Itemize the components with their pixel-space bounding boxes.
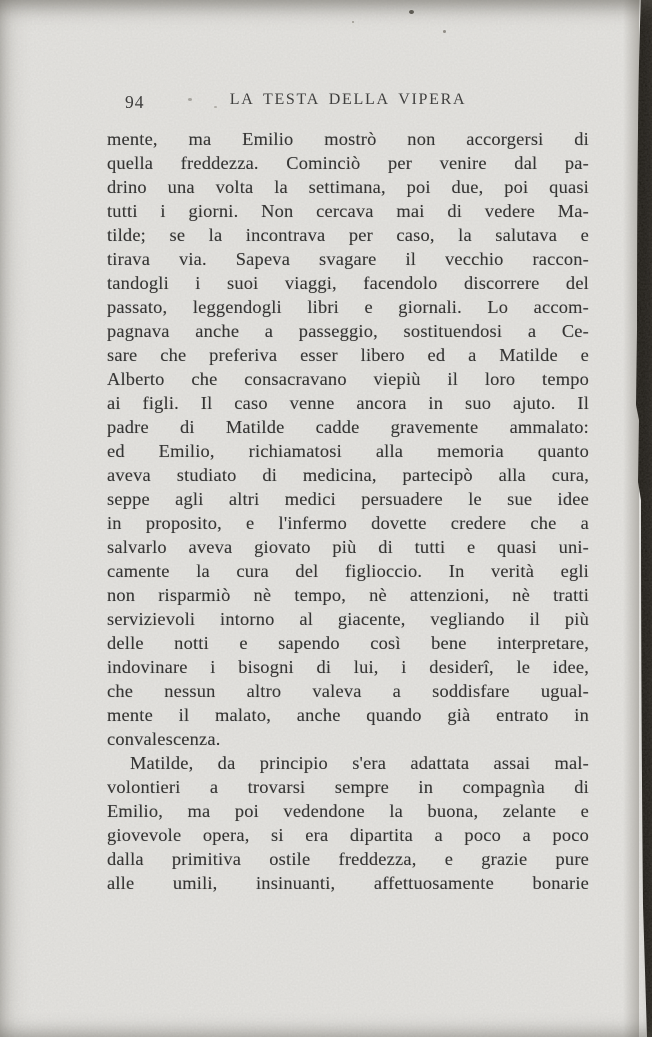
text-line: mente, ma Emilio mostrò non accorgersi di (107, 129, 589, 149)
text-line: drino una volta la settimana, poi due, poi quasi (107, 177, 589, 197)
text-line: mente il malato, anche quando già entrato in (107, 705, 589, 725)
text-line: aveva studiato di medicina, partecipò alla cura, (107, 465, 589, 485)
body-text-block (107, 127, 589, 895)
text-line: pagnava anche a passeggio, sostituendosi a Ce- (107, 321, 589, 341)
text-line: non risparmiò nè tempo, nè attenzioni, nè tratti (107, 585, 589, 605)
text-line: salvarlo aveva giovato più di tutti e quasi uni- (107, 537, 589, 557)
text-line: ed Emilio, richiamatosi alla memoria quanto (107, 441, 589, 461)
paper-speck (409, 10, 414, 14)
text-line: che nessun altro valeva a soddisfare ugual- (107, 681, 589, 701)
text-line: tutti i giorni. Non cercava mai di vedere Ma- (107, 201, 589, 221)
text-line: ai figli. Il caso venne ancora in suo ajuto. Il (107, 393, 589, 413)
edge-shadow (623, 0, 639, 1037)
text-line: Alberto che consacravano viepiù il loro tempo (107, 369, 589, 389)
paper-speck (352, 21, 354, 23)
text-line: servizievoli intorno al giacente, vegliando il più (107, 609, 589, 629)
text-line: quella freddezza. Cominciò per venire dal pa- (107, 153, 589, 173)
text-line: giovevole opera, si era dipartita a poco a poco (107, 825, 589, 845)
text-line: Emilio, ma poi vedendone la buona, zelante e (107, 801, 589, 821)
page-header (107, 91, 589, 115)
text-line: tirava via. Sapeva svagare il vecchio raccon- (107, 249, 589, 269)
text-line: camente la cura del figlioccio. In verità egli (107, 561, 589, 581)
text-line: seppe agli altri medici persuadere le sue idee (107, 489, 589, 509)
page-number: 94 (125, 92, 145, 112)
running-title: LA TESTA DELLA VIPERA (229, 91, 467, 108)
text-line-paragraph-end: convalescenza. (107, 729, 221, 749)
text-line: delle notti e sapendo così bene interpretare, (107, 633, 589, 653)
text-line: tandogli i suoi viaggi, facendolo discorrere del (107, 273, 589, 293)
text-line: padre di Matilde cadde gravemente ammalato: (107, 417, 589, 437)
text-line: alle umili, insinuanti, affettuosamente bonarie (107, 873, 589, 893)
text-line: tilde; se la incontrava per caso, la salutava e (107, 225, 589, 245)
paper-speck (443, 30, 446, 33)
text-line: indovinare i bisogni di lui, i desiderî, le idee, (107, 657, 589, 677)
text-line: volontieri a trovarsi sempre in compagnìa di (107, 777, 589, 797)
text-line: sare che preferiva esser libero ed a Matilde e (107, 345, 589, 365)
text-line: passato, leggendogli libri e giornali. Lo accom- (107, 297, 589, 317)
text-line-paragraph-start: Matilde, da principio s'era adattata assai mal- (130, 753, 589, 773)
text-line: in proposito, e l'infermo dovette credere che a (107, 513, 589, 533)
text-line: dalla primitiva ostile freddezza, e grazie pure (107, 849, 589, 869)
